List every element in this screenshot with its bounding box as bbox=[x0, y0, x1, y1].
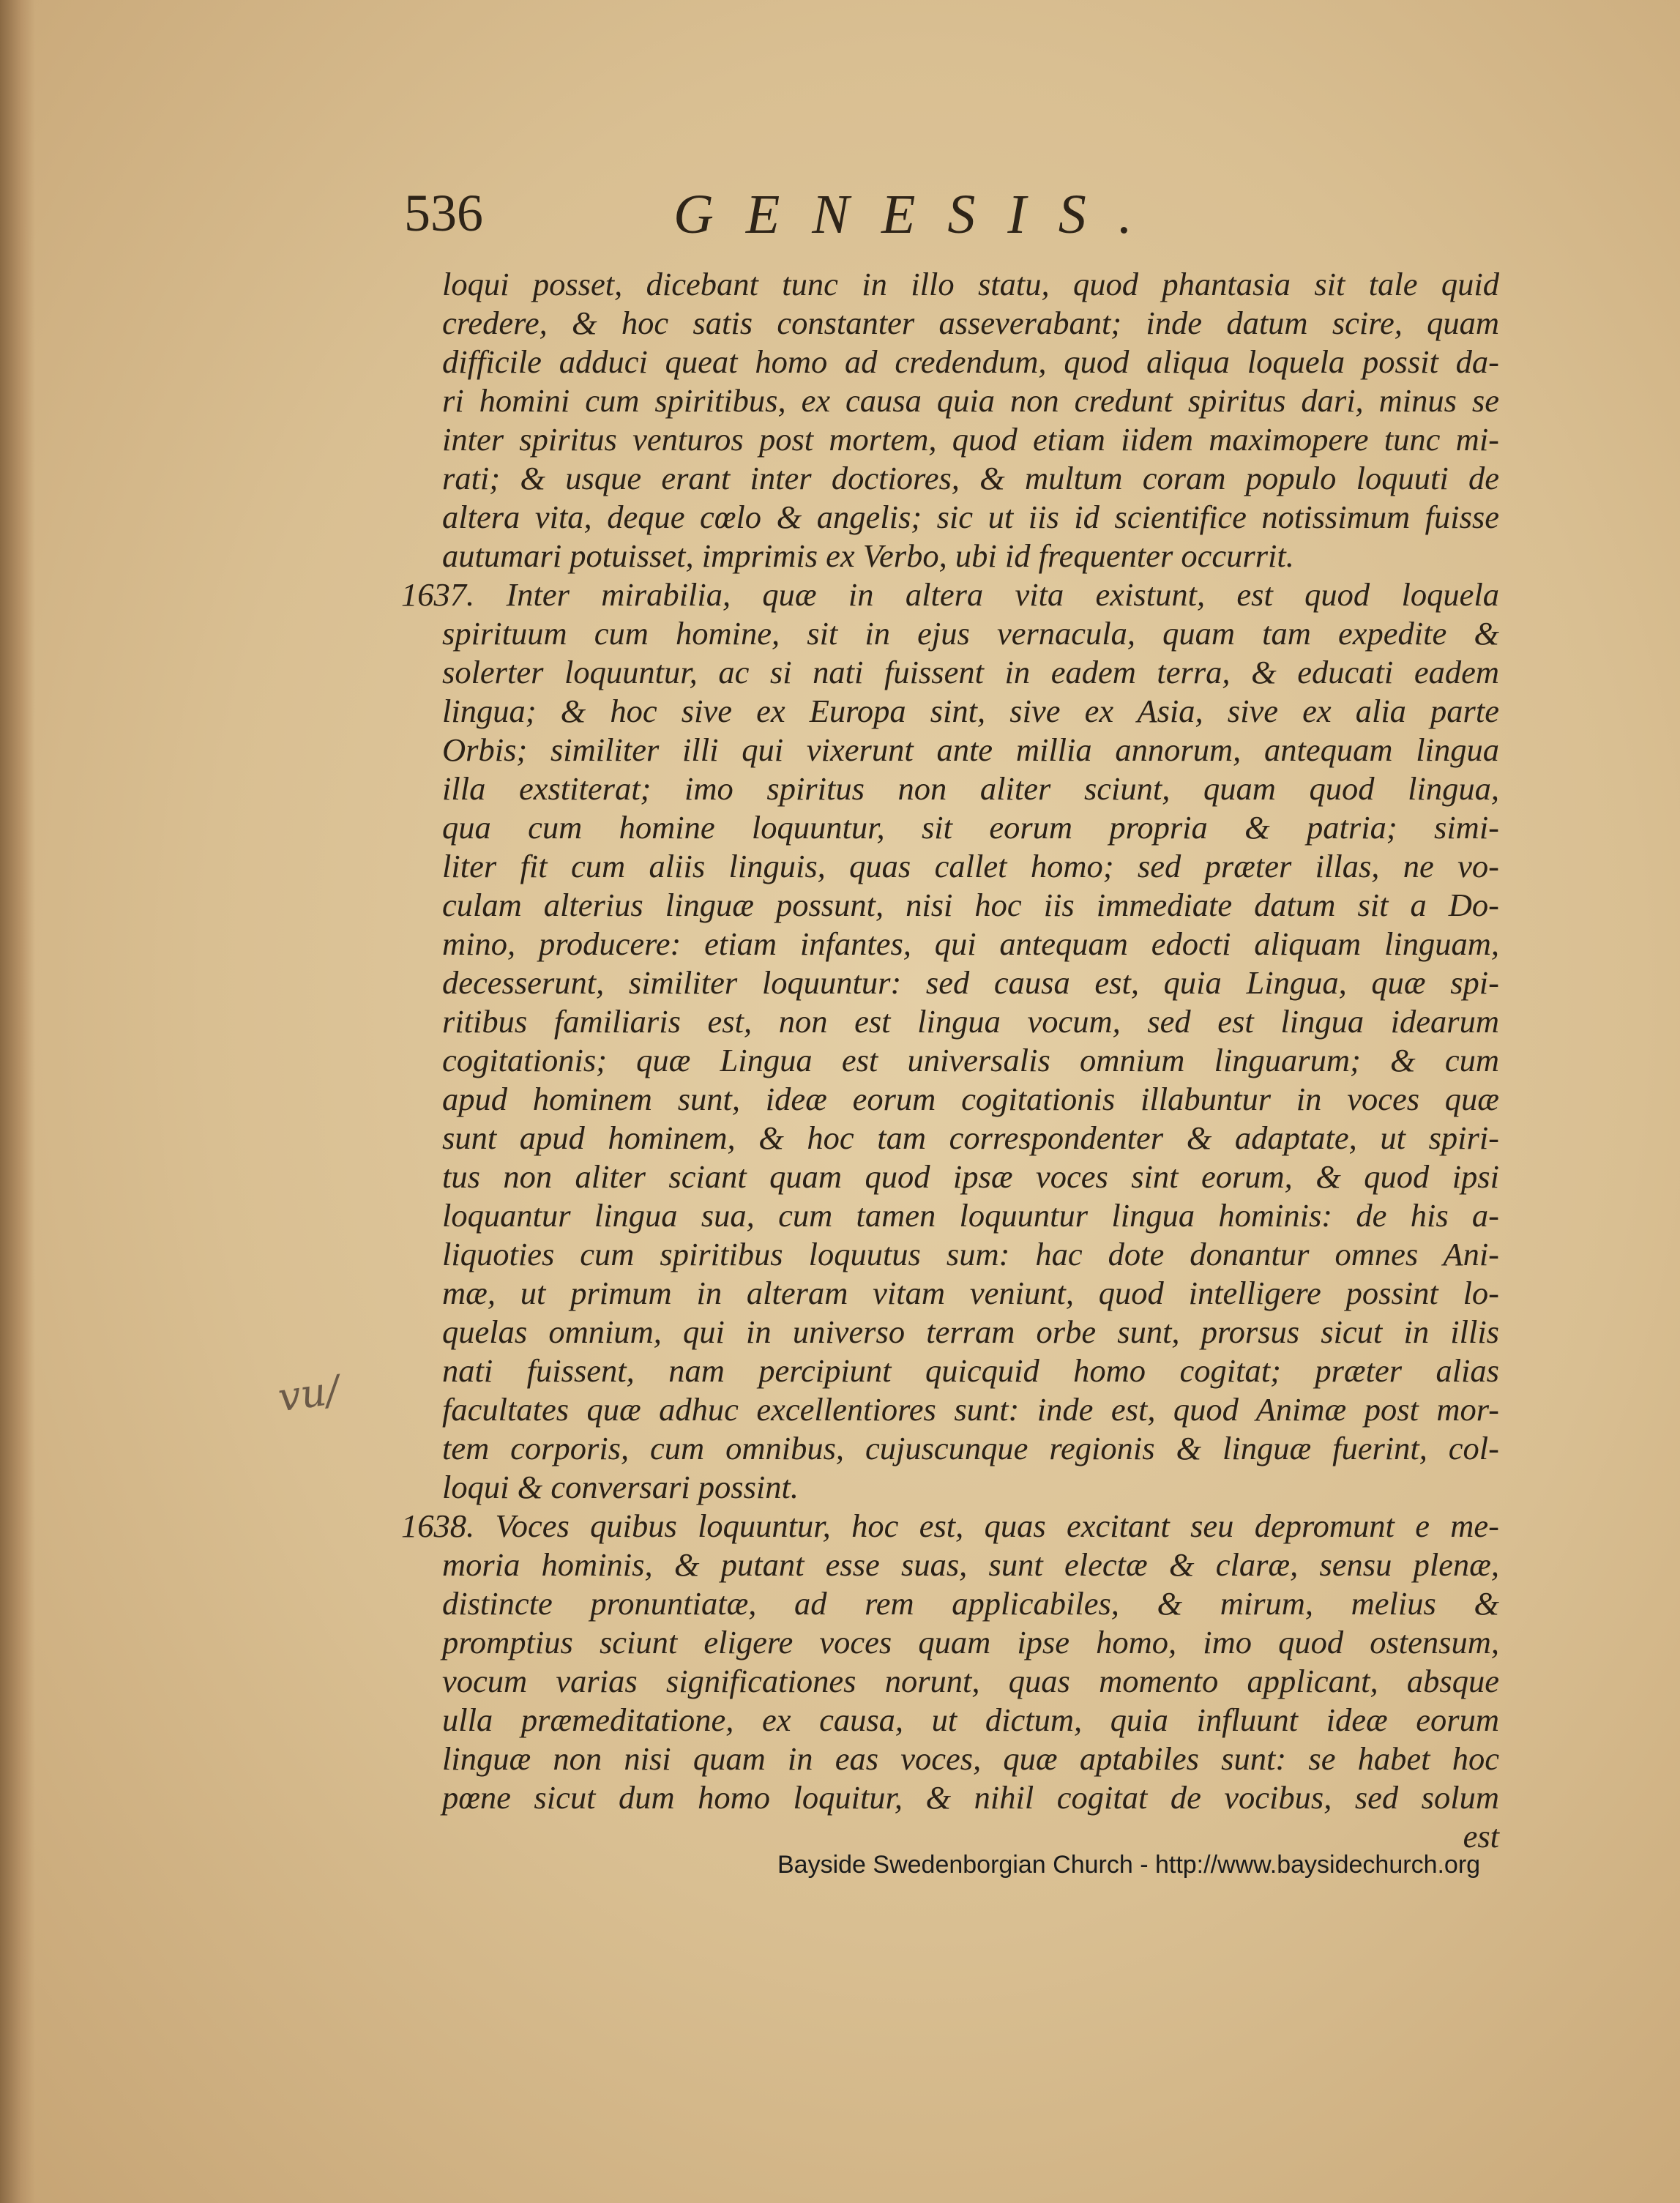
body-text bbox=[401, 265, 1499, 1856]
text-line: loquantur lingua sua, cum tamen loquuntur lingua hominis: de his a- bbox=[442, 1197, 1499, 1234]
running-title: GENESIS. bbox=[673, 184, 1165, 245]
text-line: lingua; & hoc sive ex Europa sint, sive ex Asia, sive ex alia parte bbox=[442, 693, 1499, 729]
watermark-credit: Bayside Swedenborgian Church - http://www.baysidechurch.org bbox=[777, 1851, 1481, 1879]
text-line: tem corporis, cum omnibus, cujuscunque regionis & linguæ fuerint, col- bbox=[442, 1430, 1499, 1466]
text-line: spirituum cum homine, sit in ejus vernacula, quam tam expedite & bbox=[442, 615, 1499, 652]
text-line: pœne sicut dum homo loquitur, & nihil cogitat de vocibus, sed solum bbox=[442, 1779, 1499, 1816]
text-line: 1637. Inter mirabilia, quæ in altera vita existunt, est quod loquela bbox=[401, 576, 1499, 613]
text-line: ri homini cum spiritibus, ex causa quia non credunt spiritus dari, minus se bbox=[442, 382, 1499, 419]
text-line: sunt apud hominem, & hoc tam correspondenter & adaptate, ut spiri- bbox=[442, 1119, 1499, 1156]
handwritten-margin-note: vu/ bbox=[275, 1366, 343, 1421]
text-line: solerter loquuntur, ac si nati fuissent in eadem terra, & educati eadem bbox=[442, 654, 1499, 690]
text-line: distincte pronuntiatæ, ad rem applicabiles, & mirum, melius & bbox=[442, 1585, 1499, 1622]
text-line: loqui posset, dicebant tunc in illo statu, quod phantasia sit tale quid bbox=[442, 266, 1499, 302]
text-line: loqui & conversari possint. bbox=[442, 1469, 799, 1505]
text-line: altera vita, deque cœlo & angelis; sic ut iis id scientifice notissimum fuisse bbox=[442, 499, 1499, 535]
page-gutter bbox=[0, 0, 35, 2203]
text-line: nati fuissent, nam percipiunt quicquid homo cogitat; præter alias bbox=[442, 1352, 1499, 1389]
text-line: promptius sciunt eligere voces quam ipse homo, imo quod ostensum, bbox=[442, 1624, 1499, 1660]
text-line: culam alterius linguæ possunt, nisi hoc iis immediate datum sit a Do- bbox=[442, 887, 1499, 923]
text-line: credere, & hoc satis constanter asseverabant; inde datum scire, quam bbox=[442, 305, 1499, 341]
text-line: mæ, ut primum in alteram vitam veniunt, quod intelligere possint lo- bbox=[442, 1275, 1499, 1311]
text-line: autumari potuisset, imprimis ex Verbo, ubi id frequenter occurrit. bbox=[442, 537, 1294, 574]
page-number: 536 bbox=[404, 184, 483, 242]
text-line: ritibus familiaris est, non est lingua vocum, sed est lingua idearum bbox=[442, 1003, 1499, 1040]
text-line: tus non aliter sciant quam quod ipsæ voces sint eorum, & quod ipsi bbox=[442, 1158, 1499, 1195]
text-line: decesserunt, similiter loquuntur: sed causa est, quia Lingua, quæ spi- bbox=[442, 964, 1499, 1001]
text-line: inter spiritus venturos post mortem, quod etiam iidem maximopere tunc mi- bbox=[442, 421, 1499, 458]
text-line: linguæ non nisi quam in eas voces, quæ aptabiles sunt: se habet hoc bbox=[442, 1740, 1499, 1777]
text-line: facultates quæ adhuc excellentiores sunt: inde est, quod Animæ post mor- bbox=[442, 1391, 1499, 1428]
text-line: ulla præmeditatione, ex causa, ut dictum, quia influunt ideæ eorum bbox=[442, 1701, 1499, 1738]
text-line: vocum varias significationes norunt, quas momento applicant, absque bbox=[442, 1663, 1499, 1699]
catchword: est bbox=[1463, 1818, 1499, 1855]
text-line: liquoties cum spiritibus loquutus sum: hac dote donantur omnes Ani- bbox=[442, 1236, 1499, 1272]
text-line: qua cum homine loquuntur, sit eorum propria & patria; simi- bbox=[442, 809, 1499, 846]
text-line: mino, producere: etiam infantes, qui antequam edocti aliquam linguam, bbox=[442, 925, 1499, 962]
text-line: cogitationis; quæ Lingua est universalis omnium linguarum; & cum bbox=[442, 1042, 1499, 1078]
text-line: rati; & usque erant inter doctiores, & multum coram populo loquuti de bbox=[442, 460, 1499, 496]
text-line: difficile adduci queat homo ad credendum, quod aliqua loquela possit da- bbox=[442, 343, 1499, 380]
text-line: moria hominis, & putant esse suas, sunt electæ & claræ, sensu plenæ, bbox=[442, 1546, 1499, 1583]
text-line: Orbis; similiter illi qui vixerunt ante millia annorum, antequam lingua bbox=[442, 731, 1499, 768]
text-line: illa exstiterat; imo spiritus non aliter sciunt, quam quod lingua, bbox=[442, 770, 1499, 807]
text-line: liter fit cum aliis linguis, quas callet homo; sed præter illas, ne vo- bbox=[442, 848, 1499, 884]
text-line: quelas omnium, qui in universo terram orbe sunt, prorsus sicut in illis bbox=[442, 1313, 1499, 1350]
text-line: apud hominem sunt, ideæ eorum cogitationis illabuntur in voces quæ bbox=[442, 1081, 1499, 1117]
text-line: 1638. Voces quibus loquuntur, hoc est, quas excitant seu depromunt e me- bbox=[401, 1507, 1499, 1544]
